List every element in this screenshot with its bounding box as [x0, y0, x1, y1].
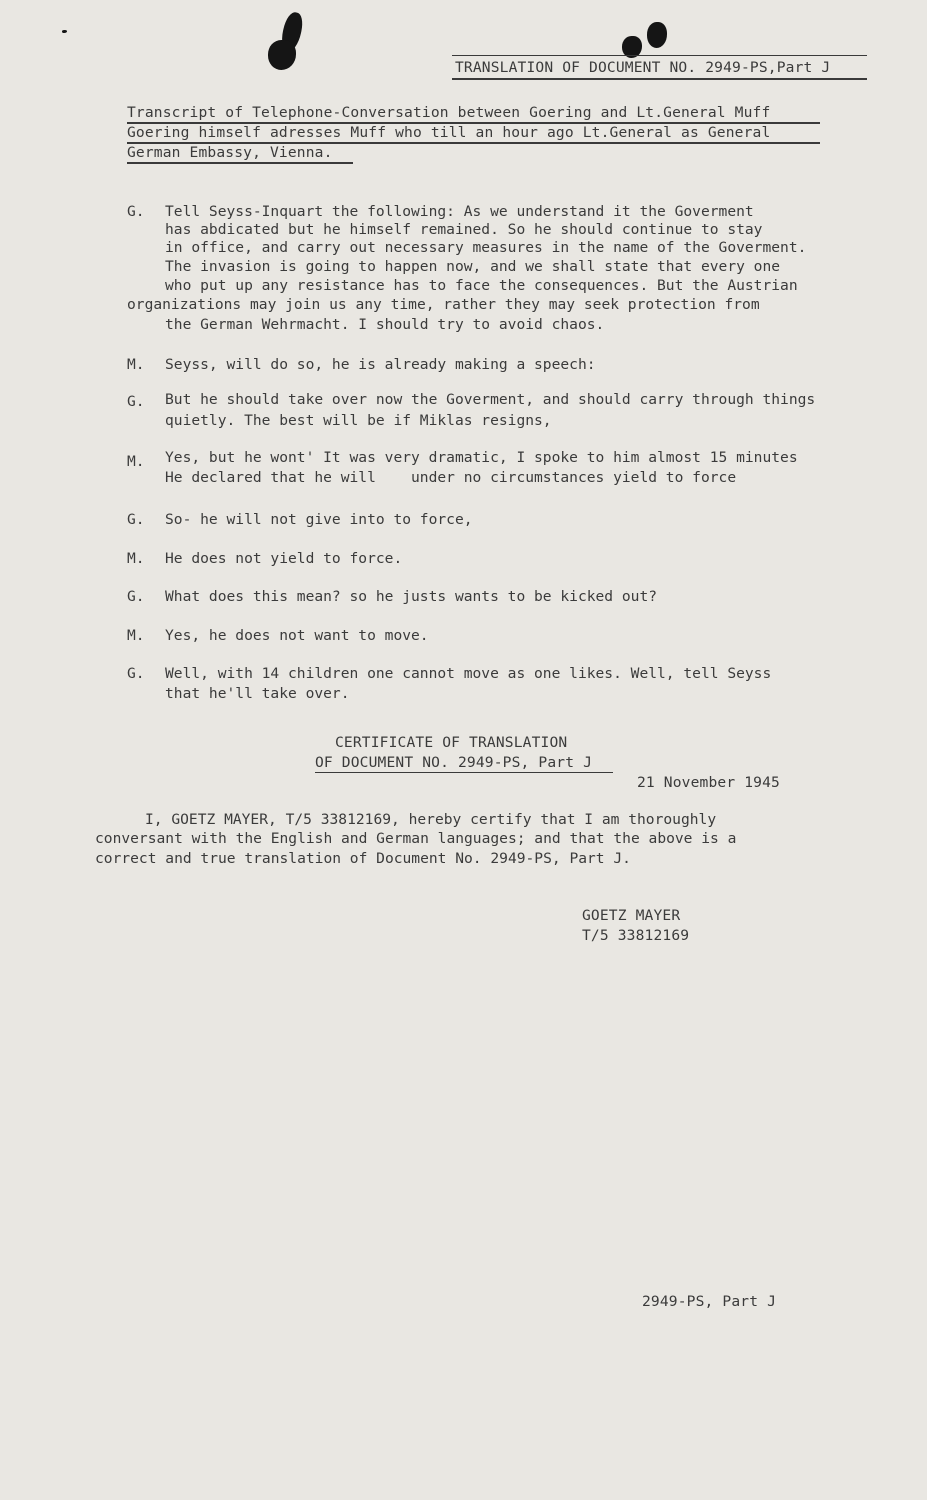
document-header-title: TRANSLATION OF DOCUMENT NO. 2949-PS,Part J: [455, 59, 831, 76]
dialogue-line: that he'll take over.: [165, 685, 350, 702]
transcript-title-underline-3: [127, 162, 353, 164]
certificate-body-line: correct and true translation of Document No. 2949-PS, Part J.: [95, 850, 631, 867]
signature-name: GOETZ MAYER: [582, 907, 681, 924]
certificate-subheading-underline: [315, 772, 613, 773]
speaker-label: G.: [127, 665, 145, 682]
dialogue-line: Well, with 14 children one cannot move as one likes. Well, tell Seyss: [165, 665, 772, 682]
speaker-label: G.: [127, 588, 145, 605]
dialogue-line: has abdicated but he himself remained. So he should continue to stay: [165, 221, 763, 238]
ink-blot-right: [647, 22, 667, 48]
dialogue-line: What does this mean? so he justs wants to be kicked out?: [165, 588, 658, 605]
dialogue-line: He does not yield to force.: [165, 550, 403, 567]
transcript-title-line-2: Goering himself adresses Muff who till an hour ago Lt.General as General: [127, 124, 771, 141]
speaker-label: G.: [127, 511, 145, 528]
signature-id: T/5 33812169: [582, 927, 690, 944]
dialogue-line: the German Wehrmacht. I should try to avoid chaos.: [165, 316, 605, 333]
dialogue-line: He declared that he will under no circumstances yield to force: [165, 469, 737, 486]
certificate-heading: CERTIFICATE OF TRANSLATION: [335, 734, 568, 751]
speck-mark: [62, 30, 67, 33]
certificate-body-line: I, GOETZ MAYER, T/5 33812169, hereby certify that I am thoroughly: [145, 811, 717, 828]
dialogue-line: Tell Seyss-Inquart the following: As we understand it the Goverment: [165, 203, 754, 220]
speaker-label: G.: [127, 393, 145, 410]
header-rule-bottom: [452, 78, 867, 80]
ink-blot-left-base: [268, 40, 296, 70]
dialogue-line: in office, and carry out necessary measures in the name of the Goverment.: [165, 239, 807, 256]
speaker-label: M.: [127, 356, 145, 373]
speaker-label: M.: [127, 453, 145, 470]
dialogue-line: Yes, he does not want to move.: [165, 627, 429, 644]
dialogue-line: The invasion is going to happen now, and we shall state that every one: [165, 258, 781, 275]
footer-document-reference: 2949-PS, Part J: [642, 1293, 777, 1310]
header-rule-top: [452, 55, 867, 56]
transcript-title-line-3: German Embassy, Vienna.: [127, 144, 333, 161]
speaker-label: M.: [127, 550, 145, 567]
transcript-title-line-1: Transcript of Telephone-Conversation between Goering and Lt.General Muff: [127, 104, 771, 121]
dialogue-line: So- he will not give into to force,: [165, 511, 473, 528]
speaker-label: M.: [127, 627, 145, 644]
dialogue-line: Yes, but he wont' It was very dramatic, I spoke to him almost 15 minutes: [165, 449, 798, 466]
speaker-label: G.: [127, 203, 145, 220]
certificate-date: 21 November 1945: [637, 774, 780, 791]
dialogue-line: who put up any resistance has to face the consequences. But the Austrian: [165, 277, 798, 294]
dialogue-line: But he should take over now the Goverment, and should carry through things: [165, 391, 816, 408]
certificate-body-line: conversant with the English and German languages; and that the above is a: [95, 830, 737, 847]
dialogue-line: Seyss, will do so, he is already making a speech:: [165, 356, 596, 373]
dialogue-line: organizations may join us any time, rather they may seek protection from: [127, 296, 760, 313]
dialogue-line: quietly. The best will be if Miklas resigns,: [165, 412, 552, 429]
certificate-subheading: OF DOCUMENT NO. 2949-PS, Part J: [315, 754, 593, 771]
